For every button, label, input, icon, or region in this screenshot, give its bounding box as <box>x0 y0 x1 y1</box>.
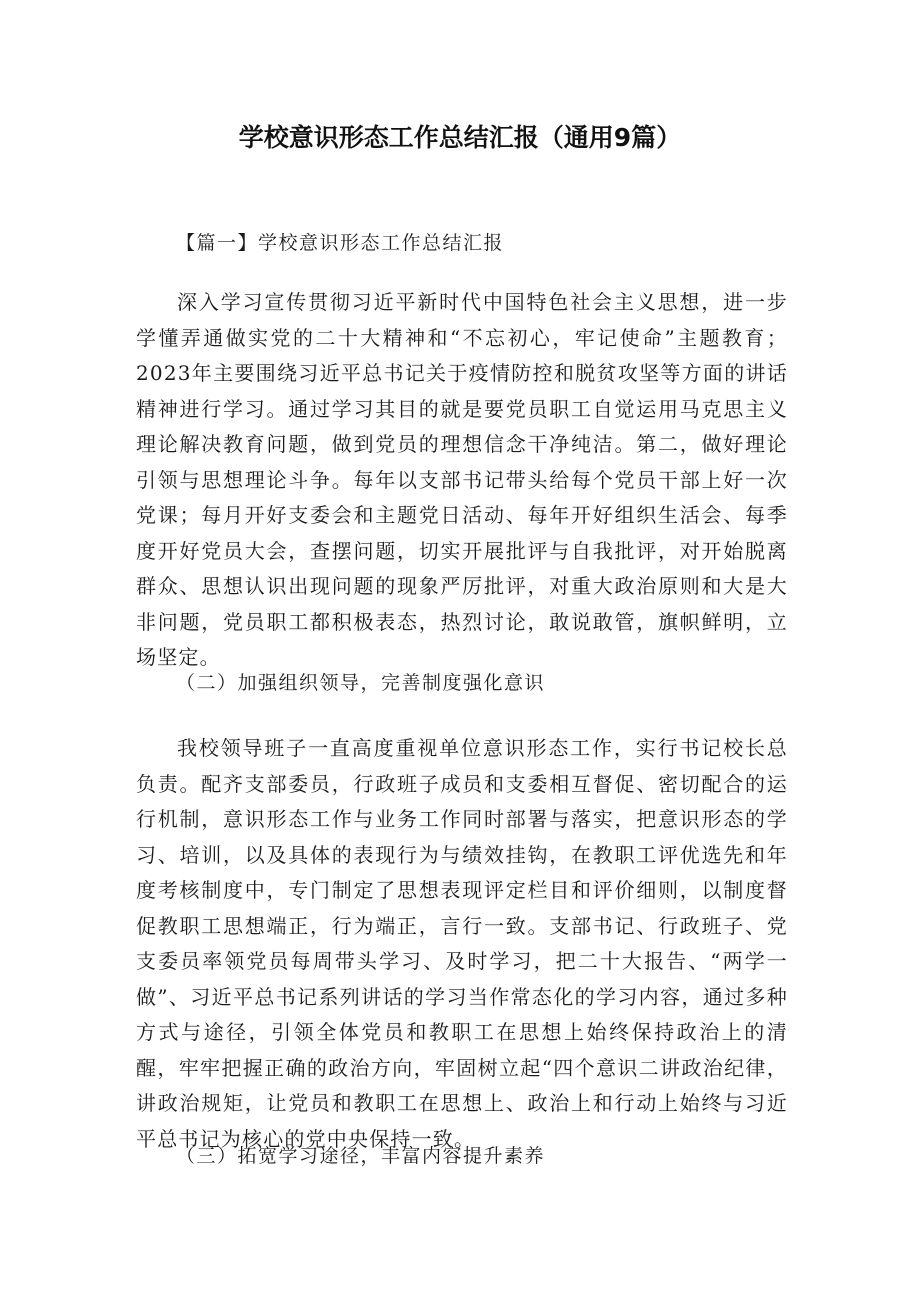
paragraph: 深入学习宣传贯彻习近平新时代中国特色社会主义思想，进一步学懂弄通做实党的二十大精神和“不忘初心，牢记使命”主题教育；2023年主要围绕习近平总书记关于疫情防控和脱贫攻坚等方面的讲话精神进行学习。通过学习其目的就是要党员职工自觉运用马克思主义理论解决教育问题，做到党员的理想信念干净纯洁。第二，做好理论引领与思想理论斗争。每年以支部书记带头给每个党员干部上好一次党课；每月开好支委会和主题党日活动、每年开好组织生活会、每季度开好党员大会，查摆问题，切实开展批评与自我批评，对开始脱离群众、思想认识出现问题的现象严厉批评，对重大政治原则和大是大非问题，党员职工都积极表态，热烈讨论，敢说敢管，旗帜鲜明，立场坚定。 <box>136 290 788 669</box>
paragraph: 我校领导班子一直高度重视单位意识形态工作，实行书记校长总负责。配齐支部委员，行政班子成员和支委相互督促、密切配合的运行机制，意识形态工作与业务工作同时部署与落实，把意识形态的学习、培训，以及具体的表现行为与绩效挂钩，在教职工评优选先和年度考核制度中，专门制定了思想表现评定栏目和评价细则，以制度督促教职工思想端正，行为端正，言行一致。支部书记、行政班子、党支委员率领党员每周带头学习、及时学习，把二十大报告、“两学一做”、习近平总书记系列讲话的学习当作常态化的学习内容，通过多种方式与途径，引领全体党员和教职工在思想上始终保持政治上的清醒，牢牢把握正确的政治方向，牢固树立起“四个意识二讲政治纪律，讲政治规矩，让党员和教职工在思想上、政治上和行动上始终与习近平总书记为核心的党中央保持一致。 <box>136 736 788 1151</box>
subsection-heading: （二）加强组织领导，完善制度强化意识 <box>176 672 546 694</box>
document-title: 学校意识形态工作总结汇报（通用9篇） <box>238 123 682 152</box>
subsection-heading: （三）拓宽学习途径，丰富内容提升素养 <box>176 1145 546 1167</box>
section-heading: 【篇一】学校意识形态工作总结汇报 <box>176 232 505 254</box>
